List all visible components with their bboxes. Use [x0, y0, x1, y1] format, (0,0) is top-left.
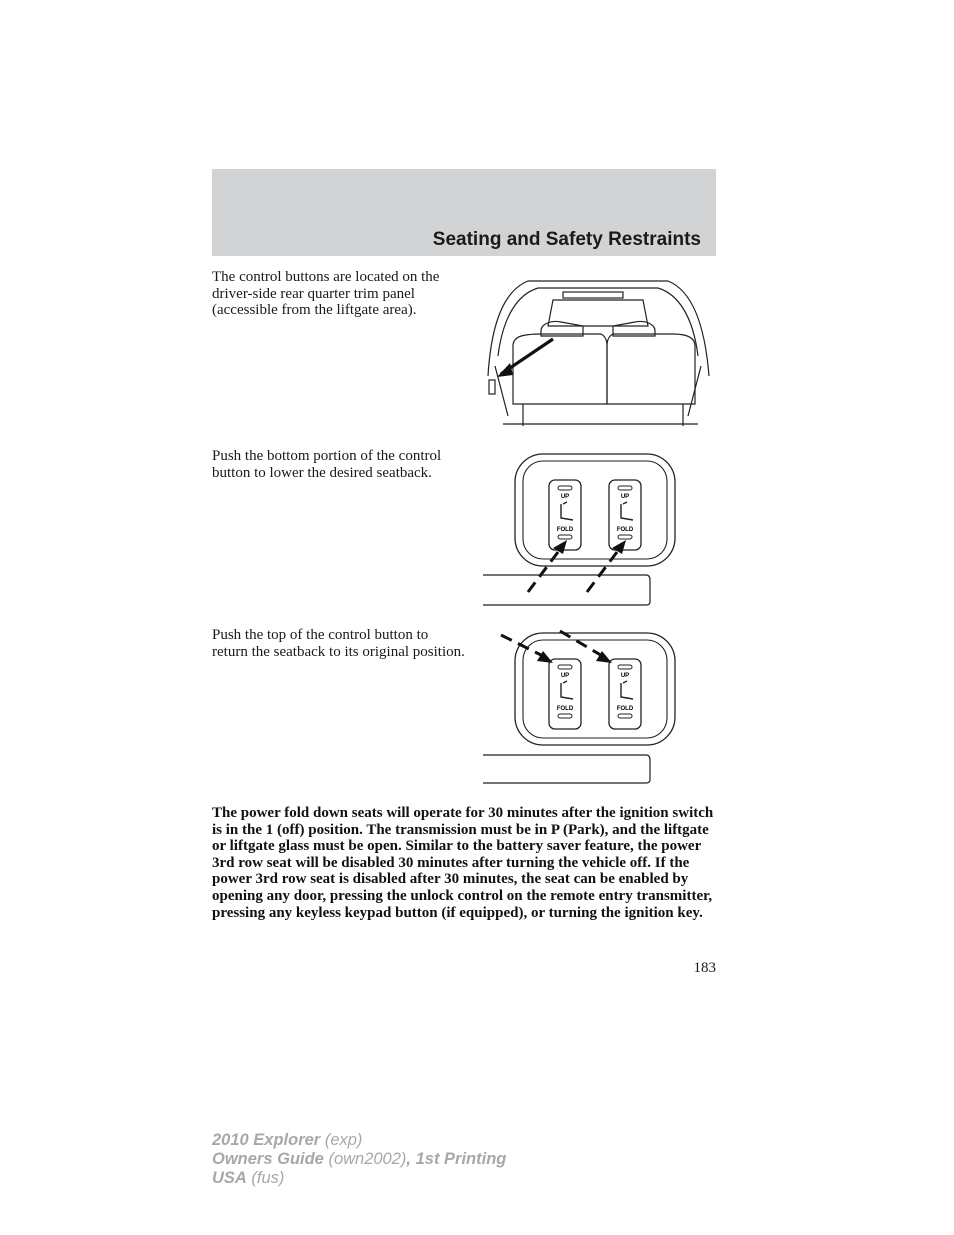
switch-fold-illustration — [483, 452, 683, 608]
footer-market-code: (fus) — [246, 1169, 285, 1187]
footer-guide-code: (own2002) — [323, 1150, 407, 1168]
switch-fold-label: FOLD — [556, 527, 574, 533]
section-title: Seating and Safety Restraints — [432, 229, 701, 250]
footer-printing: , 1st Printing — [406, 1150, 507, 1168]
switch-up-label: UP — [560, 494, 570, 500]
document-footer — [212, 1131, 506, 1188]
switch-fold-label: FOLD — [556, 706, 574, 712]
cargo-area-illustration — [483, 276, 718, 431]
footer-market: USA — [212, 1169, 247, 1187]
switch-up-illustration — [483, 625, 683, 787]
power-fold-note: The power fold down seats will operate for 30 minutes after the ignition switch is in the 1 (off) position. The transmission must be in P (Park), and the liftgate or liftgate glass must be open. Similar to the battery saver feature, the power 3rd row seat will be disabled 30 minutes after turning the vehicle off. If the power 3rd row seat is disabled after 30 minutes, the seat can be enabled by opening any door, pressing the unlock control on the remote entry transmitter, pressing any keyless keypad button (if equipped), or turning the ignition key. — [212, 805, 714, 921]
footer-model: 2010 Explorer — [212, 1131, 321, 1149]
switch-fold-label: FOLD — [616, 706, 634, 712]
paragraph-control-location: The control buttons are located on the driver-side rear quarter trim panel (accessible from the liftgate area). — [212, 269, 440, 318]
switch-fold-label: FOLD — [616, 527, 634, 533]
paragraph-raise-seatback: Push the top of the control button to return the seatback to its original position. — [212, 627, 465, 660]
section-header — [212, 169, 716, 256]
page-number: 183 — [693, 960, 716, 976]
switch-up-label: UP — [620, 673, 630, 679]
paragraph-lower-seatback: Push the bottom portion of the control button to lower the desired seatback. — [212, 448, 442, 481]
switch-up-label: UP — [560, 673, 570, 679]
switch-up-label: UP — [620, 494, 630, 500]
footer-model-code: (exp) — [320, 1131, 363, 1149]
footer-guide: Owners Guide — [212, 1150, 324, 1168]
